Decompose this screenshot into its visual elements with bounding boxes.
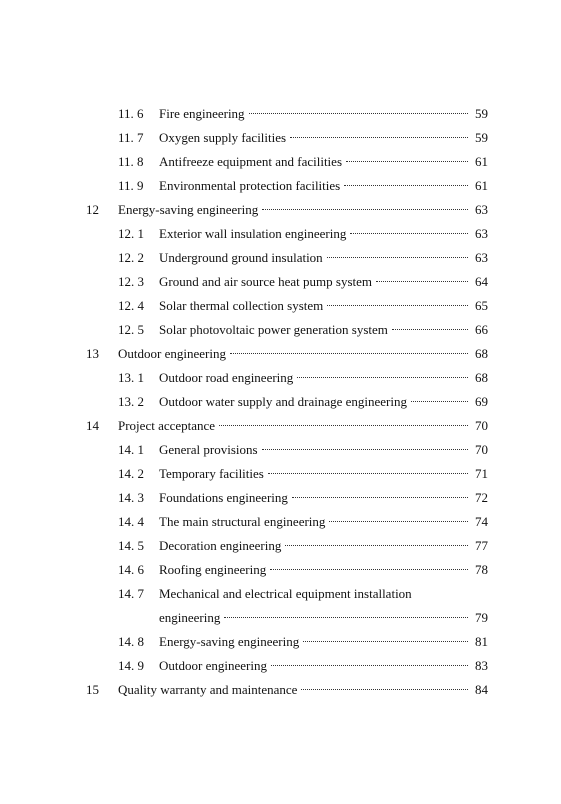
section-title: Energy-saving engineering: [159, 634, 300, 649]
toc-entry: [118, 512, 488, 532]
toc-entry-continuation: [118, 608, 488, 628]
page-number: 70: [475, 418, 488, 433]
section-title: Outdoor road engineering: [159, 370, 294, 385]
toc-entry: [118, 296, 488, 316]
toc-entry: [118, 488, 488, 508]
section-number: 14. 3: [118, 490, 144, 505]
toc-entry: [118, 536, 488, 556]
dot-leader: [346, 161, 468, 162]
dot-leader: [297, 377, 468, 378]
page-number: 63: [475, 250, 488, 265]
toc-entry: [118, 632, 488, 652]
section-title: Underground ground insulation: [159, 250, 323, 265]
section-title: General provisions: [159, 442, 258, 457]
section-title: Environmental protection facilities: [159, 178, 341, 193]
section-number: 15: [86, 682, 99, 697]
toc-entry: [118, 320, 488, 340]
section-title: Outdoor engineering: [118, 346, 226, 361]
section-title: Outdoor engineering: [159, 658, 267, 673]
section-title: The main structural engineering: [159, 514, 326, 529]
dot-leader: [303, 641, 468, 642]
toc-entry: [86, 416, 488, 436]
section-title: Energy-saving engineering: [118, 202, 259, 217]
toc-entry: [118, 104, 488, 124]
page-number: 83: [475, 658, 488, 673]
section-title: Fire engineering: [159, 106, 245, 121]
section-number: 13. 2: [118, 394, 144, 409]
section-number: 14. 7: [118, 586, 144, 601]
page-number: 79: [475, 610, 488, 625]
dot-leader: [224, 617, 468, 618]
page-number: 61: [475, 154, 488, 169]
page-number: 63: [475, 202, 488, 217]
page-number: 66: [475, 322, 488, 337]
dot-leader: [249, 113, 468, 114]
section-title: Foundations engineering: [159, 490, 288, 505]
page-number: 72: [475, 490, 488, 505]
toc-entry: [118, 368, 488, 388]
section-title: Roofing engineering: [159, 562, 267, 577]
section-number: 12. 5: [118, 322, 144, 337]
dot-leader: [268, 473, 468, 474]
page-number: 84: [475, 682, 488, 697]
dot-leader: [376, 281, 468, 282]
page-number: 71: [475, 466, 488, 481]
section-number: 14: [86, 418, 99, 433]
toc-entry: [118, 656, 488, 676]
section-number: 11. 6: [118, 106, 144, 121]
section-number: 14. 5: [118, 538, 144, 553]
section-title: Oxygen supply facilities: [159, 130, 287, 145]
section-title: Quality warranty and maintenance: [118, 682, 298, 697]
dot-leader: [344, 185, 468, 186]
page-number: 65: [475, 298, 488, 313]
page-number: 78: [475, 562, 488, 577]
dot-leader: [301, 689, 468, 690]
toc-entry: [118, 176, 488, 196]
section-number: 14. 8: [118, 634, 144, 649]
section-number: 14. 9: [118, 658, 144, 673]
page-number: 61: [475, 178, 488, 193]
dot-leader: [350, 233, 468, 234]
dot-leader: [290, 137, 468, 138]
dot-leader: [285, 545, 468, 546]
section-title: Ground and air source heat pump system: [159, 274, 373, 289]
page-number: 81: [475, 634, 488, 649]
section-number: 12. 4: [118, 298, 144, 313]
section-number: 12: [86, 202, 99, 217]
section-number: 14. 6: [118, 562, 144, 577]
dot-leader: [262, 209, 468, 210]
dot-leader: [230, 353, 468, 354]
dot-leader: [271, 665, 468, 666]
page-number: 68: [475, 370, 488, 385]
section-number: 12. 1: [118, 226, 144, 241]
section-number: 13. 1: [118, 370, 144, 385]
page-number: 64: [475, 274, 488, 289]
dot-leader: [219, 425, 468, 426]
toc-entry: [86, 680, 488, 700]
dot-leader: [327, 257, 468, 258]
dot-leader: [411, 401, 468, 402]
section-number: 12. 2: [118, 250, 144, 265]
page-number: 59: [475, 130, 488, 145]
dot-leader: [392, 329, 468, 330]
section-title: Decoration engineering: [159, 538, 282, 553]
toc-entry: [118, 440, 488, 460]
toc-entry: [118, 248, 488, 268]
section-number: 12. 3: [118, 274, 144, 289]
section-title: Mechanical and electrical equipment installation: [159, 586, 412, 601]
section-title-continued: engineering: [159, 610, 221, 625]
section-title: Outdoor water supply and drainage engineering: [159, 394, 408, 409]
section-title: Exterior wall insulation engineering: [159, 226, 347, 241]
toc-entry: [118, 224, 488, 244]
toc-entry: [118, 560, 488, 580]
section-title: Solar thermal collection system: [159, 298, 324, 313]
section-number: 11. 9: [118, 178, 144, 193]
dot-leader: [329, 521, 468, 522]
section-number: 14. 2: [118, 466, 144, 481]
section-title: Temporary facilities: [159, 466, 264, 481]
section-number: 13: [86, 346, 99, 361]
toc-entry: [86, 344, 488, 364]
dot-leader: [327, 305, 468, 306]
section-title: Project acceptance: [118, 418, 216, 433]
page-number: 68: [475, 346, 488, 361]
section-number: 14. 4: [118, 514, 144, 529]
page-number: 70: [475, 442, 488, 457]
section-number: 11. 8: [118, 154, 144, 169]
toc-entry: [118, 464, 488, 484]
page-number: 59: [475, 106, 488, 121]
page-number: 69: [475, 394, 488, 409]
section-number: 11. 7: [118, 130, 144, 145]
page-number: 77: [475, 538, 488, 553]
toc-entry: [118, 272, 488, 292]
toc-entry: [118, 584, 488, 604]
dot-leader: [270, 569, 468, 570]
section-number: 14. 1: [118, 442, 144, 457]
page-number: 74: [475, 514, 488, 529]
section-title: Antifreeze equipment and facilities: [159, 154, 343, 169]
page-number: 63: [475, 226, 488, 241]
dot-leader: [262, 449, 468, 450]
toc-entry: [86, 200, 488, 220]
toc-entry: [118, 128, 488, 148]
dot-leader: [292, 497, 468, 498]
toc-entry: [118, 152, 488, 172]
section-title: Solar photovoltaic power generation system: [159, 322, 388, 337]
toc-entry: [118, 392, 488, 412]
